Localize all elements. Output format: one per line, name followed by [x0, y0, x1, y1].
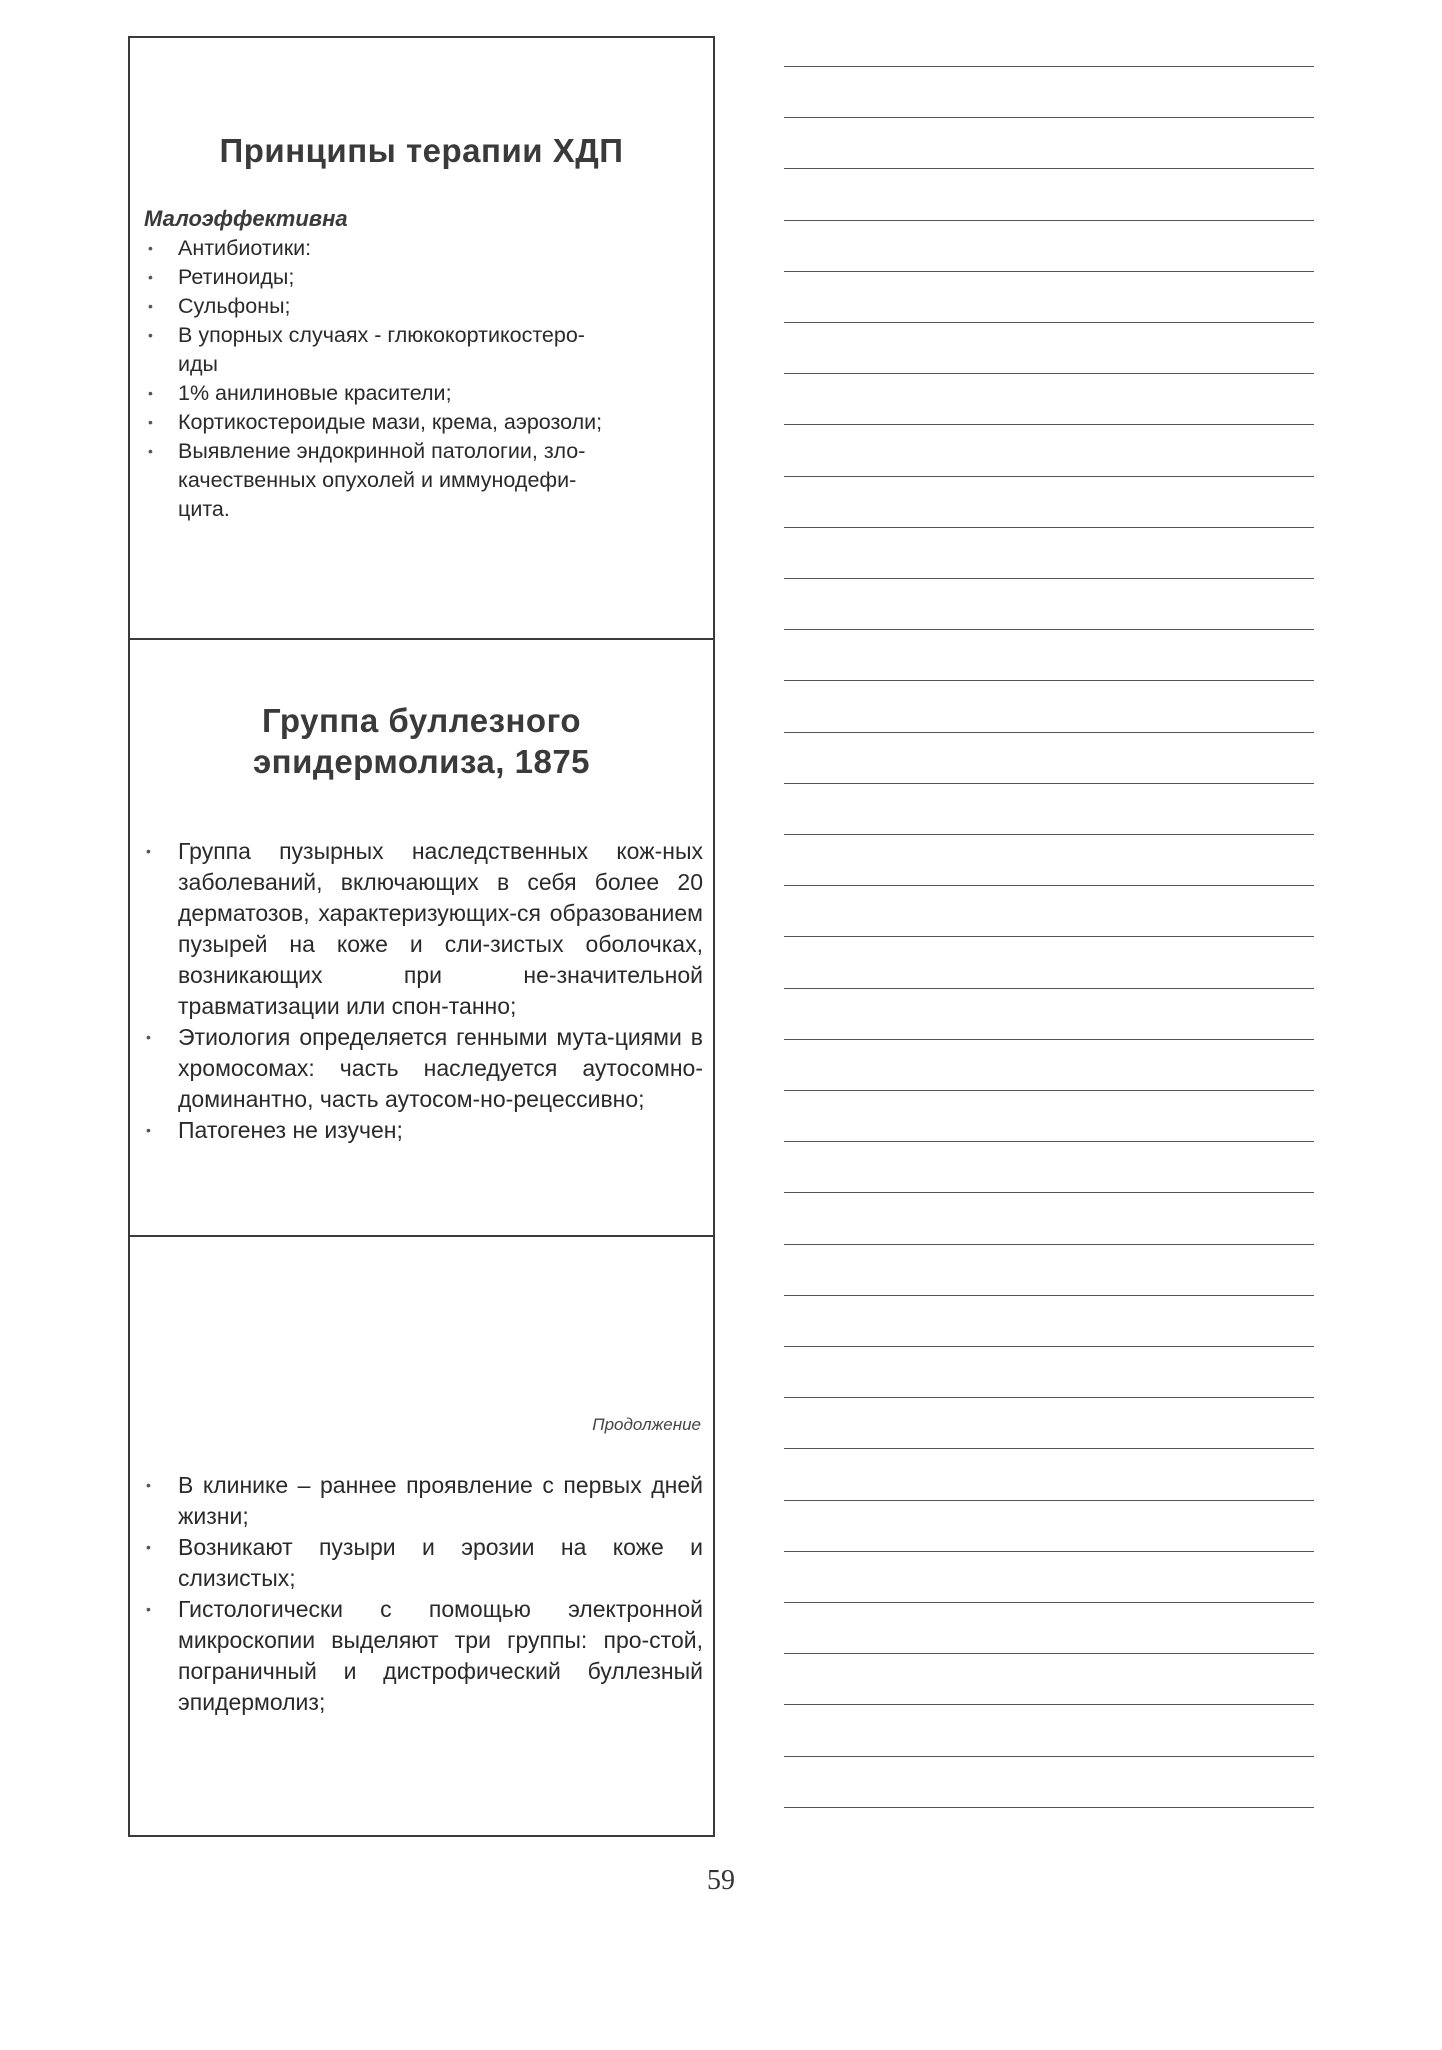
note-line [784, 66, 1314, 67]
note-line [784, 168, 1314, 169]
note-line [784, 271, 1314, 272]
note-line [784, 424, 1314, 425]
slide-title: Группа буллезного эпидермолиза, 1875 [252, 702, 591, 780]
continuation-label: Продолжение [592, 1415, 701, 1434]
bullet-icon: • [146, 1122, 151, 1138]
note-line [784, 527, 1314, 528]
bullet-icon: • [146, 1477, 151, 1493]
bullet-icon: • [146, 1539, 151, 1555]
note-line [784, 1039, 1314, 1040]
bullet-list [130, 234, 687, 524]
slide-principles-of-therapy [130, 38, 713, 638]
list-item: • Сульфоны; [130, 292, 687, 321]
list-item: • Патогенез не изучен; [130, 1115, 703, 1146]
list-item: • В клинике – раннее проявление с первых дней жизни; [146, 1472, 703, 1529]
slide-subtitle: Малоэффективна [144, 206, 348, 231]
list-item: • Этиология определяется генными мута-циями в хромосомах: часть наследуется аутосомно-доминантно, часть аутосом-но-рецессивно; [146, 1024, 703, 1112]
bullet-icon: • [148, 327, 153, 343]
note-line [784, 1602, 1314, 1603]
list-item: • Гистологически с помощью электронной микроскопии выделяют три группы: про-стой, пограничный и дистрофический буллезный эпидермолиз; [146, 1596, 703, 1715]
bullet-icon: • [148, 269, 153, 285]
slide-title: Принципы терапии ХДП [219, 132, 624, 169]
list-item: • 1% анилиновые красители; [130, 379, 687, 408]
bullet-icon: • [148, 240, 153, 256]
note-line [784, 117, 1314, 118]
note-line [784, 1295, 1314, 1296]
note-line [784, 936, 1314, 937]
list-item: • Группа пузырных наследственных кож-ных заболеваний, включающих в себя более 20 дерматозов, характеризующих-ся образованием пузырей на коже и сли-зистых оболочках, возникающих при не-значительной травматизации или спон-танно; [146, 838, 703, 1019]
note-line [784, 783, 1314, 784]
slide-continuation [130, 1235, 713, 1835]
note-line [784, 885, 1314, 886]
note-line [784, 680, 1314, 681]
list-item: • Ретиноиды; [130, 263, 687, 292]
bullet-icon: • [148, 443, 153, 459]
note-line [784, 578, 1314, 579]
note-line [784, 373, 1314, 374]
note-line [784, 1756, 1314, 1757]
note-line [784, 1244, 1314, 1245]
note-line [784, 629, 1314, 630]
note-line [784, 1397, 1314, 1398]
bullet-list [130, 836, 703, 1146]
bullet-icon: • [148, 385, 153, 401]
note-line [784, 476, 1314, 477]
bullet-icon: • [146, 1601, 151, 1617]
note-line [784, 220, 1314, 221]
note-line [784, 1192, 1314, 1193]
slides-column [128, 36, 715, 1837]
note-line [784, 1704, 1314, 1705]
bullet-icon: • [148, 298, 153, 314]
note-line [784, 322, 1314, 323]
note-line [784, 834, 1314, 835]
note-line [784, 1653, 1314, 1654]
note-line [784, 1500, 1314, 1501]
list-item: • Антибиотики: [130, 234, 687, 263]
note-line [784, 988, 1314, 989]
note-line [784, 732, 1314, 733]
note-line [784, 1807, 1314, 1808]
note-line [784, 1346, 1314, 1347]
bullet-icon: • [146, 843, 151, 859]
list-item: • Выявление эндокринной патологии, зло- качественных опухолей и иммунодефи- цита. [148, 439, 586, 521]
slide-epidermolysis-bullosa [130, 638, 713, 1235]
bullet-list [130, 1470, 703, 1718]
bullet-icon: • [148, 414, 153, 430]
list-item: • В упорных случаях - глюкокортикостеро- иды [148, 323, 585, 376]
note-line [784, 1141, 1314, 1142]
page-number: 59 [707, 1865, 735, 1896]
note-line [784, 1551, 1314, 1552]
bullet-icon: • [146, 1029, 151, 1045]
list-item: • Возникают пузыри и эрозии на коже и слизистых; [146, 1534, 703, 1591]
note-line [784, 1448, 1314, 1449]
list-item: • Кортикостероидые мази, крема, аэрозоли; [130, 408, 687, 437]
note-line [784, 1090, 1314, 1091]
